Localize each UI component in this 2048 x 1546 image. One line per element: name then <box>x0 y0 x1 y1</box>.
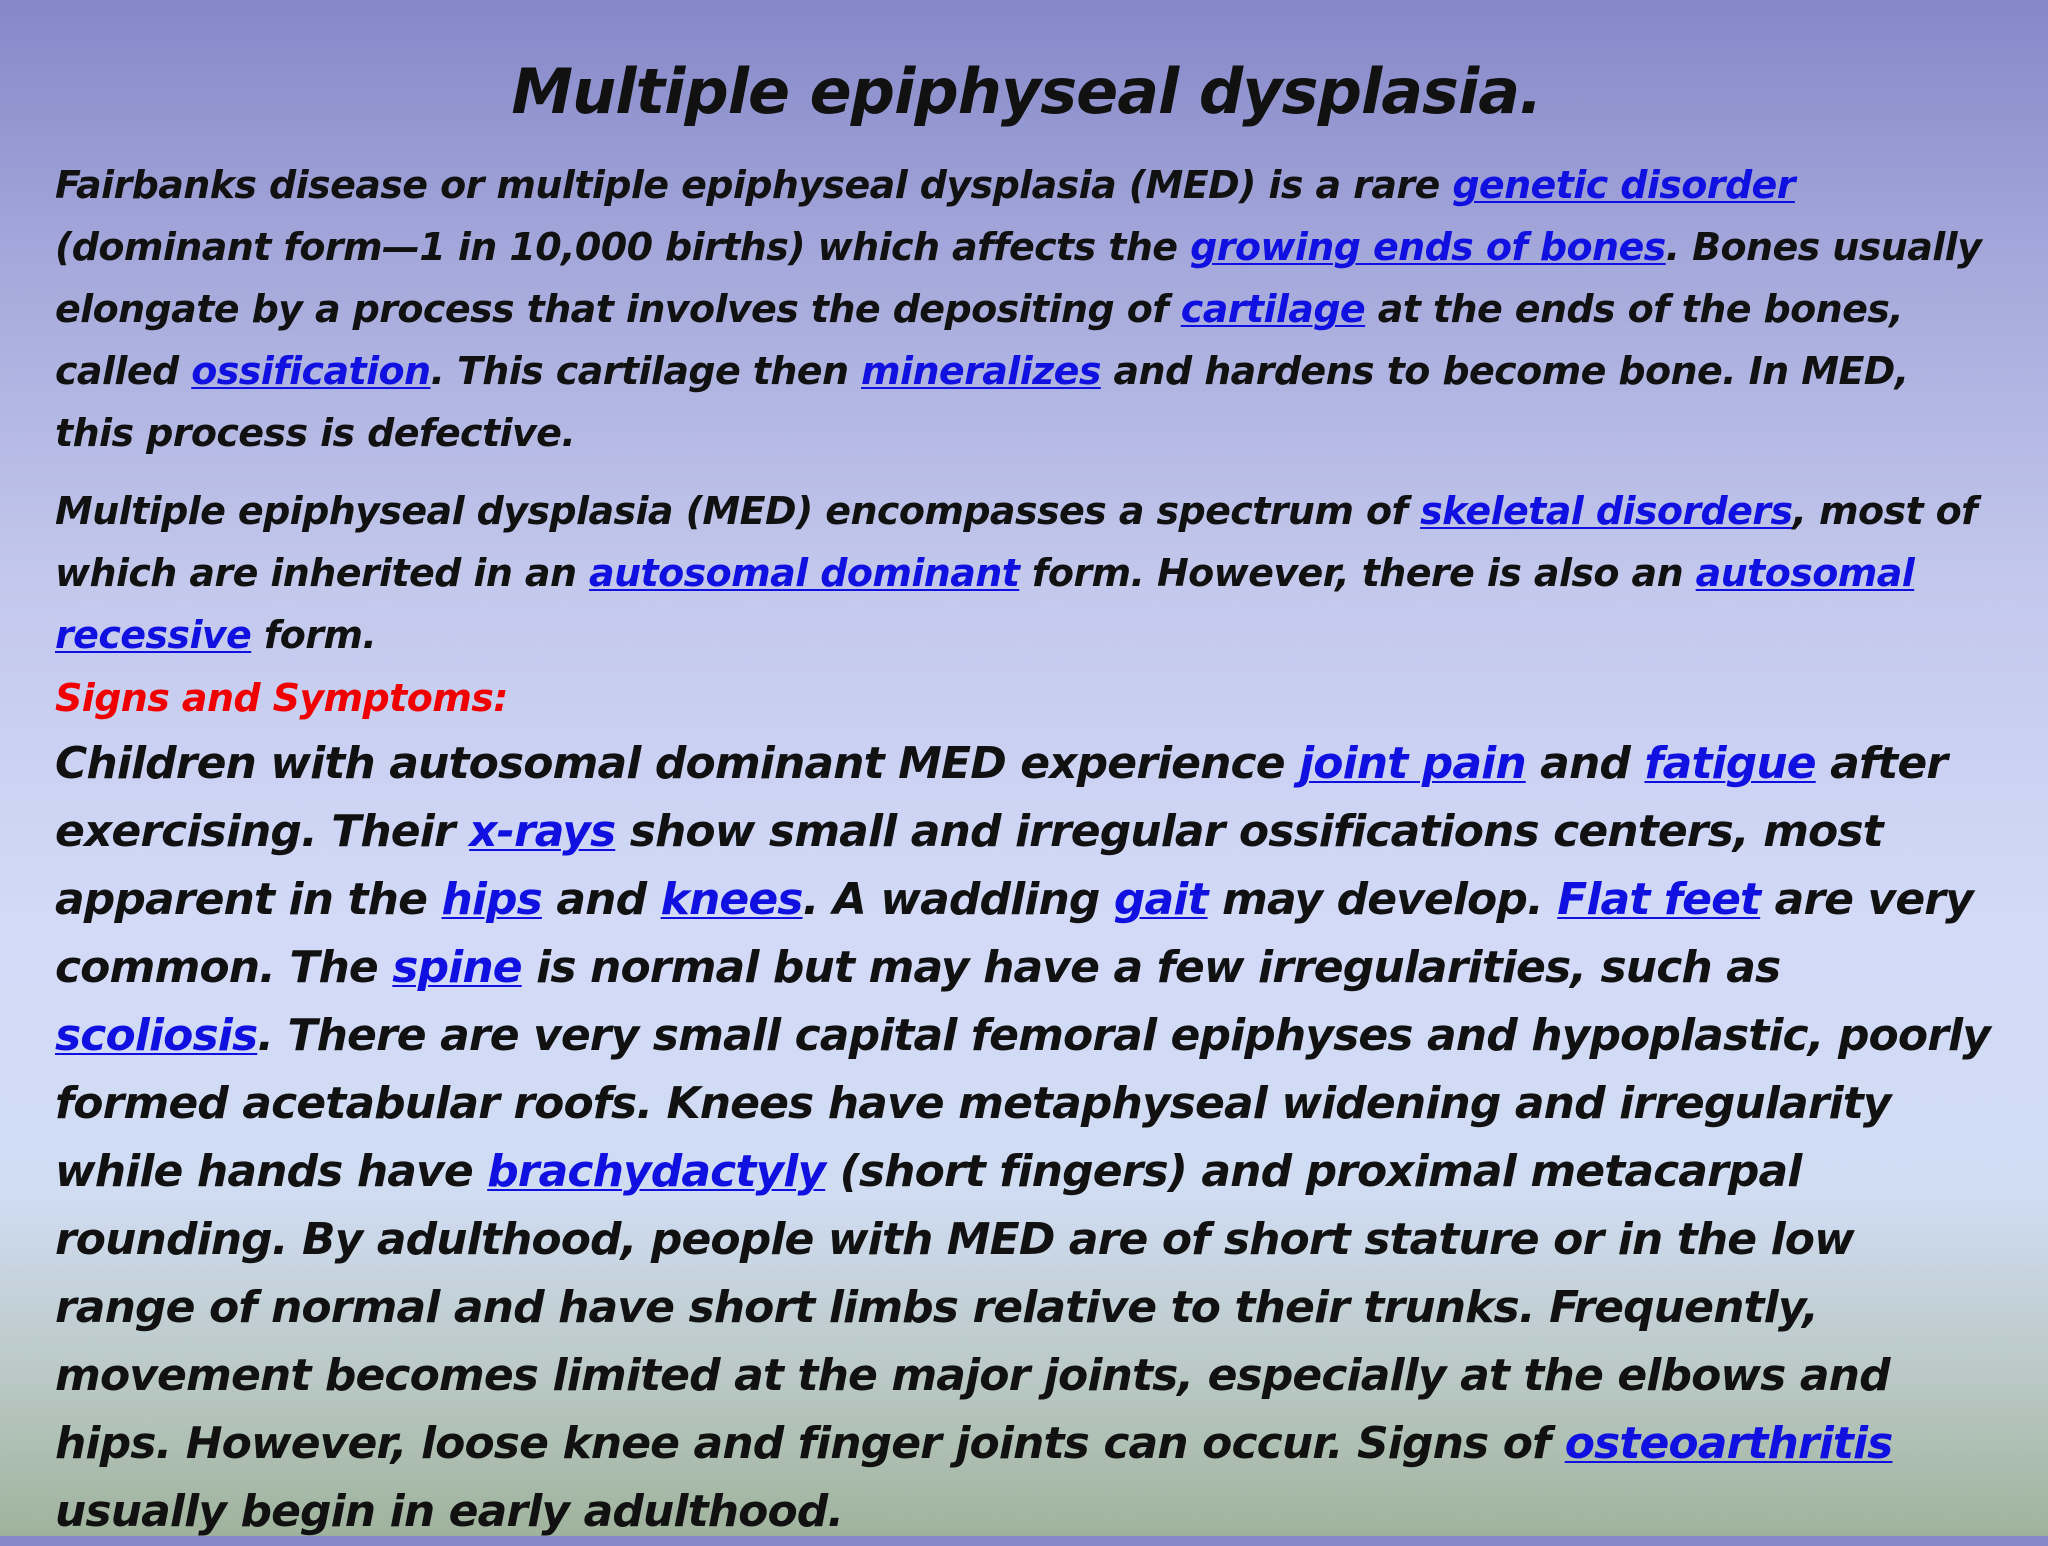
link-fatigue[interactable]: fatigue <box>1644 738 1816 789</box>
paragraph-text: at the ends of the bones, called <box>55 287 1904 393</box>
signs-symptoms-heading: Signs and Symptoms: <box>55 676 508 720</box>
link-spine[interactable]: spine <box>392 942 522 993</box>
symptoms-paragraph <box>55 730 1998 1546</box>
paragraph-text: and <box>1525 738 1645 789</box>
paragraph-text: is normal but may have a few irregularities, such as <box>521 942 1781 993</box>
link-autosomal-dominant[interactable]: autosomal dominant <box>589 551 1020 595</box>
paragraph-text: may develop. <box>1207 874 1558 925</box>
link-knees[interactable]: knees <box>660 874 803 925</box>
paragraph-text: . There are very small capital femoral epiphyses and hypoplastic, poorly formed acetabular roofs. Knees have metaphyseal widening and irregularity while hands have <box>55 1010 1990 1197</box>
link-osteoarthritis[interactable]: osteoarthritis <box>1564 1418 1893 1469</box>
link-growing-ends-of-bones[interactable]: growing ends of bones <box>1190 225 1666 269</box>
link-joint-pain[interactable]: joint pain <box>1299 738 1526 789</box>
paragraph-text: show small and irregular ossifications centers, most apparent in the <box>55 806 1883 925</box>
paragraph-text: Fairbanks disease or multiple epiphyseal dysplasia (MED) is a rare <box>55 163 1453 207</box>
link-scoliosis[interactable]: scoliosis <box>55 1010 258 1061</box>
spectrum-paragraph <box>55 480 1998 666</box>
paragraph-text: . A waddling <box>802 874 1114 925</box>
paragraph-text: and <box>541 874 661 925</box>
definition-paragraph <box>55 154 1998 464</box>
paragraph-text: and hardens to become bone. In MED, this process is defective. <box>55 349 1909 455</box>
link-brachydactyly[interactable]: brachydactyly <box>487 1146 826 1197</box>
slide-title: Multiple epiphyseal dysplasia. <box>511 55 1542 128</box>
link-autosomal-recessive[interactable]: autosomal recessive <box>55 551 1915 657</box>
link-gait[interactable]: gait <box>1113 874 1208 925</box>
paragraph-text: . Bones usually elongate by a process that involves the depositing of <box>55 225 1982 331</box>
paragraph-text: form. However, there is also an <box>1019 551 1696 595</box>
link-skeletal-disorders[interactable]: skeletal disorders <box>1420 489 1793 533</box>
paragraph-text: . This cartilage then <box>430 349 862 393</box>
link-cartilage[interactable]: cartilage <box>1180 287 1366 331</box>
paragraph-text: usually begin in early adulthood. <box>55 1486 844 1537</box>
paragraph-text: are very common. The <box>55 874 1973 993</box>
paragraph-text: form. <box>251 613 377 657</box>
link-x-rays[interactable]: x-rays <box>469 806 616 857</box>
link-flat-feet[interactable]: Flat feet <box>1557 874 1761 925</box>
paragraph-text: after exercising. Their <box>55 738 1948 857</box>
paragraph-text: , most of which are inherited in an <box>55 489 1978 595</box>
paragraph-text: Children with autosomal dominant MED experience <box>55 738 1300 789</box>
paragraph-text: Multiple epiphyseal dysplasia (MED) encompasses a spectrum of <box>55 489 1421 533</box>
link-hips[interactable]: hips <box>441 874 542 925</box>
link-ossification[interactable]: ossification <box>191 349 431 393</box>
link-mineralizes[interactable]: mineralizes <box>861 349 1101 393</box>
paragraph-text: (dominant form—1 in 10,000 births) which affects the <box>55 225 1191 269</box>
link-genetic-disorder[interactable]: genetic disorder <box>1452 163 1795 207</box>
paragraph-text: (short fingers) and proximal metacarpal rounding. By adulthood, people with MED are of short stature or in the low range of normal and have short limbs relative to their trunks. Frequently, movement becomes limited at the major joints, especially at the elbows and hips. However, loose knee and finger joints can occur. Signs of <box>55 1146 1890 1469</box>
